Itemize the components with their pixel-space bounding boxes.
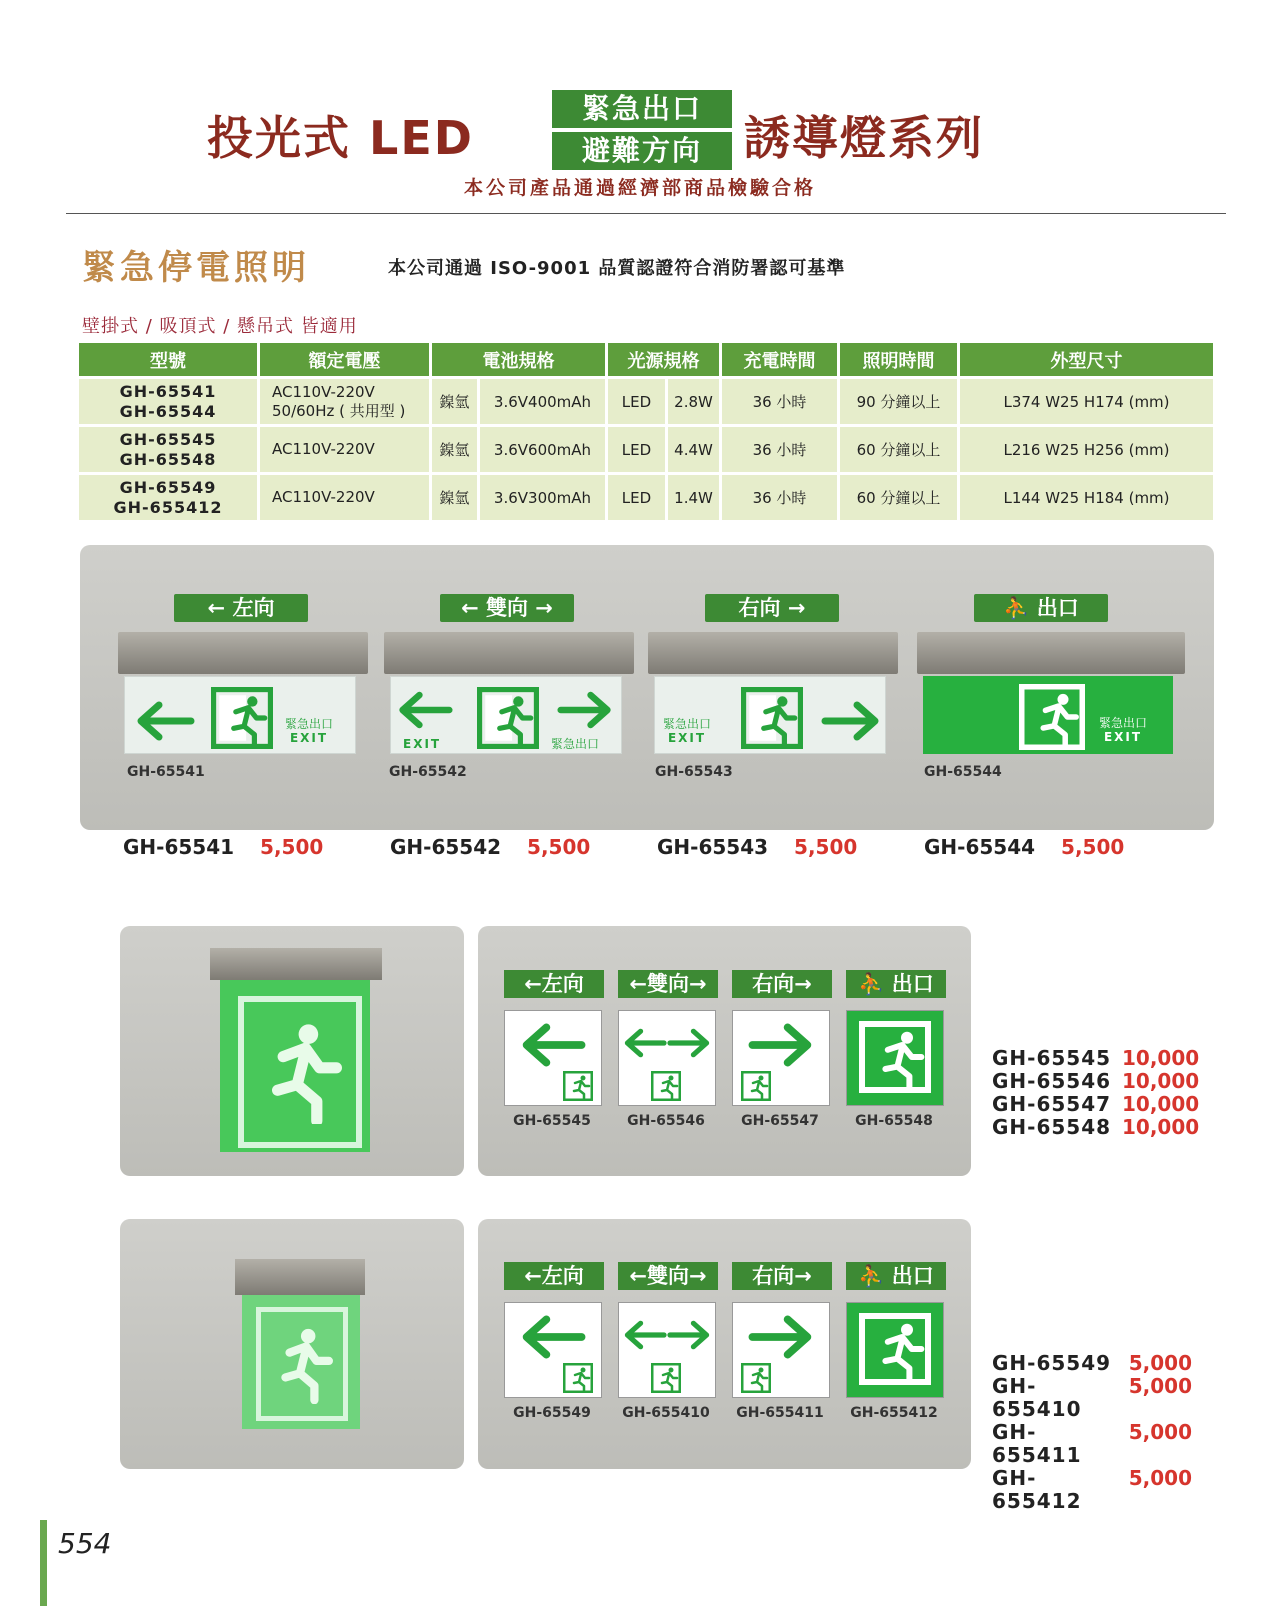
price-model: GH-65542 xyxy=(390,835,502,859)
price-item xyxy=(390,835,590,859)
direction-label-text: 雙向 xyxy=(647,972,689,996)
light-source-cell: LED xyxy=(605,424,665,472)
direction-label-both: ←雙向→ xyxy=(618,1262,718,1290)
price-value: 5,000 xyxy=(1128,1420,1192,1444)
direction-label-left: ← 左向 xyxy=(174,594,308,622)
battery-type-cell: 鎳氫 xyxy=(429,424,477,472)
running-man-icon xyxy=(477,687,539,749)
sign-housing xyxy=(210,948,382,980)
page-title-left: 投光式 LED xyxy=(207,111,474,165)
arrow-left-icon xyxy=(517,1315,589,1359)
price-list xyxy=(992,1352,1192,1513)
sign-icon-left xyxy=(504,1010,602,1106)
price-value: 5,500 xyxy=(1061,835,1125,859)
price-model: GH-655412 xyxy=(992,1466,1082,1513)
product-caption: GH-655410 xyxy=(622,1405,710,1421)
lighting-time-cell: 60 分鐘以上 xyxy=(837,424,957,472)
battery-type-cell: 鎳氫 xyxy=(429,376,477,424)
price-item xyxy=(123,835,323,859)
sign-text xyxy=(663,717,711,745)
voltage-cell: AC110V-220V xyxy=(272,488,375,506)
arrow-left-icon xyxy=(623,1023,667,1063)
direction-label-exit: ⛹ 出口 xyxy=(846,970,946,998)
battery-cell: 3.6V300mAh xyxy=(477,472,605,520)
voltage-cell: AC110V-220V xyxy=(272,382,375,401)
price-model: GH-65549 xyxy=(992,1351,1112,1375)
sign-text-en: EXIT xyxy=(403,737,442,751)
price-value: 5,500 xyxy=(794,835,858,859)
product-caption: GH-65548 xyxy=(855,1113,933,1129)
price-model: GH-65546 xyxy=(992,1069,1112,1093)
price-value: 10,000 xyxy=(1122,1092,1200,1116)
running-man-icon xyxy=(256,1307,348,1421)
arrow-left-icon xyxy=(397,691,453,729)
divider xyxy=(66,213,1226,214)
badge-evacuation-direction: 避難方向 xyxy=(552,132,732,170)
price-model: GH-65547 xyxy=(992,1092,1112,1116)
section-note: 本公司通過 ISO-9001 品質認證符合消防署認可基準 xyxy=(388,258,846,279)
sign-text-cn: 緊急出口 xyxy=(551,737,600,751)
product-caption: GH-65544 xyxy=(924,764,1002,780)
product-photo-panel xyxy=(120,1219,464,1469)
model-cell: GH-655412 xyxy=(113,497,223,517)
price-item xyxy=(657,835,857,859)
sign-panel xyxy=(654,676,886,754)
sign-text-en: EXIT xyxy=(1103,730,1143,744)
price-item xyxy=(924,835,1124,859)
price-value: 5,000 xyxy=(1128,1374,1192,1398)
sign-icon-exit xyxy=(846,1010,944,1106)
price-model: GH-65548 xyxy=(992,1115,1112,1139)
product-caption: GH-65545 xyxy=(513,1113,591,1129)
mount-types: 壁掛式 / 吸頂式 / 懸吊式 皆適用 xyxy=(82,316,358,337)
sign-text-cn: 緊急出口 xyxy=(1099,716,1148,730)
sign-housing xyxy=(235,1259,365,1295)
wattage-cell: 1.4W xyxy=(665,472,719,520)
sign-panel xyxy=(242,1295,360,1429)
running-man-icon xyxy=(651,1071,681,1101)
direction-label-right: 右向 → xyxy=(705,594,839,622)
direction-label-right: 右向→ xyxy=(732,1262,832,1290)
price-model: GH-65544 xyxy=(924,835,1036,859)
table-header: 型號 xyxy=(79,343,257,376)
arrow-right-icon xyxy=(667,1023,711,1063)
model-cell: GH-65545 xyxy=(119,429,217,449)
running-man-icon xyxy=(1019,684,1085,750)
sign-text-cn: 緊急出口 xyxy=(285,717,334,731)
sign-housing xyxy=(648,632,898,674)
direction-label-exit: ⛹ 出口 xyxy=(846,1262,946,1290)
exit-sign-exit xyxy=(917,632,1185,754)
direction-label-text: 雙向 xyxy=(486,596,528,620)
exit-sign-left xyxy=(118,632,368,754)
arrow-right-icon xyxy=(667,1315,711,1355)
sign-panel xyxy=(390,676,622,754)
running-man-icon xyxy=(741,1363,771,1393)
price-item xyxy=(992,1375,1192,1421)
sign-icon-both xyxy=(618,1302,716,1398)
charge-time-cell: 36 小時 xyxy=(719,472,837,520)
sign-icon-right xyxy=(732,1010,830,1106)
price-value: 5,500 xyxy=(527,835,591,859)
light-source-cell: LED xyxy=(605,376,665,424)
model-cell: GH-65544 xyxy=(119,401,217,421)
product-photo-panel xyxy=(120,926,464,1176)
price-list xyxy=(992,1046,1200,1139)
price-value: 5,500 xyxy=(260,835,324,859)
battery-cell: 3.6V600mAh xyxy=(477,424,605,472)
badge-emergency-exit: 緊急出口 xyxy=(552,90,732,128)
running-man-icon xyxy=(563,1071,593,1101)
sign-text xyxy=(285,717,333,745)
direction-label-left: ←左向 xyxy=(504,1262,604,1290)
sign-housing xyxy=(917,632,1185,674)
running-man-icon xyxy=(563,1363,593,1393)
voltage-cell: AC110V-220V xyxy=(272,440,375,458)
direction-label-text: 右向 xyxy=(752,1264,795,1288)
charge-time-cell: 36 小時 xyxy=(719,376,837,424)
arrow-right-icon xyxy=(557,691,613,729)
table-header: 充電時間 xyxy=(719,343,837,376)
light-source-cell: LED xyxy=(605,472,665,520)
price-value: 10,000 xyxy=(1122,1115,1200,1139)
charge-time-cell: 36 小時 xyxy=(719,424,837,472)
price-item xyxy=(992,1352,1192,1375)
battery-cell: 3.6V400mAh xyxy=(477,376,605,424)
wattage-cell: 4.4W xyxy=(665,424,719,472)
running-man-icon xyxy=(741,687,803,749)
table-row xyxy=(79,472,1213,520)
dimension-cell: L374 W25 H174 (mm) xyxy=(957,376,1213,424)
direction-label-text: 雙向 xyxy=(647,1264,689,1288)
running-man-icon xyxy=(211,687,273,749)
direction-label-text: 右向 xyxy=(738,596,781,620)
direction-label-text: 左向 xyxy=(232,596,275,620)
price-item xyxy=(992,1069,1200,1093)
sign-text-en: EXIT xyxy=(289,731,329,745)
sign-text-cn: 緊急出口 xyxy=(663,717,712,731)
product-caption: GH-65547 xyxy=(741,1113,819,1129)
dimension-cell: L216 W25 H256 (mm) xyxy=(957,424,1213,472)
price-value: 5,000 xyxy=(1128,1466,1192,1490)
product-caption: GH-65549 xyxy=(513,1405,591,1421)
sign-icon-exit xyxy=(846,1302,944,1398)
product-caption: GH-655412 xyxy=(850,1405,938,1421)
price-value: 10,000 xyxy=(1122,1046,1200,1070)
direction-label-exit: ⛹ 出口 xyxy=(974,594,1108,622)
direction-label-both: ←雙向→ xyxy=(618,970,718,998)
table-header: 額定電壓 xyxy=(257,343,429,376)
running-man-icon xyxy=(859,1313,931,1385)
table-row xyxy=(79,424,1213,472)
sign-text-en: EXIT xyxy=(667,731,707,745)
running-man-icon xyxy=(238,996,362,1148)
sign-housing xyxy=(118,632,368,674)
price-model: GH-65545 xyxy=(992,1046,1112,1070)
battery-type-cell: 鎳氫 xyxy=(429,472,477,520)
product-caption: GH-655411 xyxy=(736,1405,824,1421)
exit-sign-right xyxy=(648,632,898,754)
direction-label-text: 右向 xyxy=(752,972,795,996)
page-number: 554 xyxy=(58,1527,112,1560)
price-item xyxy=(992,1467,1192,1513)
price-value: 10,000 xyxy=(1122,1069,1200,1093)
sign-housing xyxy=(384,632,634,674)
price-value: 5,000 xyxy=(1128,1351,1192,1375)
page-title-right: 誘導燈系列 xyxy=(744,111,984,165)
wattage-cell: 2.8W xyxy=(665,376,719,424)
sign-text xyxy=(1099,716,1147,744)
price-item xyxy=(992,1092,1200,1116)
arrow-left-icon xyxy=(135,701,195,741)
page-subtitle: 本公司產品通過經濟部商品檢驗合格 xyxy=(463,177,816,199)
section-title: 緊急停電照明 xyxy=(82,248,310,288)
price-model: GH-65541 xyxy=(123,835,235,859)
sign-icon-both xyxy=(618,1010,716,1106)
table-row xyxy=(79,376,1213,424)
price-item xyxy=(992,1046,1200,1070)
direction-label-text: 左向 xyxy=(541,972,584,996)
model-cell: GH-65548 xyxy=(119,449,217,469)
running-man-icon xyxy=(859,1021,931,1093)
running-man-icon xyxy=(741,1071,771,1101)
model-cell: GH-65549 xyxy=(119,477,217,497)
sign-icon-right xyxy=(732,1302,830,1398)
arrow-left-icon xyxy=(623,1315,667,1355)
page-number-bar xyxy=(40,1520,47,1606)
lighting-time-cell: 60 分鐘以上 xyxy=(837,472,957,520)
price-model: GH-655410 xyxy=(992,1374,1082,1421)
dimension-cell: L144 W25 H184 (mm) xyxy=(957,472,1213,520)
direction-label-left: ←左向 xyxy=(504,970,604,998)
product-caption: GH-65546 xyxy=(627,1113,705,1129)
product-caption: GH-65542 xyxy=(389,764,467,780)
direction-label-text: 出口 xyxy=(891,972,934,996)
sign-panel xyxy=(220,980,370,1152)
direction-label-text: 出口 xyxy=(1036,596,1079,620)
product-caption: GH-65541 xyxy=(127,764,205,780)
table-header: 照明時間 xyxy=(837,343,957,376)
frequency-cell: 50/60Hz ( 共用型 ) xyxy=(272,401,406,420)
sign-panel xyxy=(124,676,356,754)
price-model: GH-65543 xyxy=(657,835,769,859)
spec-table xyxy=(79,343,1213,520)
direction-label-text: 出口 xyxy=(891,1264,934,1288)
table-header: 電池規格 xyxy=(429,343,605,376)
direction-label-both: ← 雙向 → xyxy=(440,594,574,622)
arrow-right-icon xyxy=(745,1023,817,1067)
model-cell: GH-65541 xyxy=(119,381,217,401)
price-item xyxy=(992,1421,1192,1467)
running-man-icon xyxy=(651,1363,681,1393)
arrow-right-icon xyxy=(745,1315,817,1359)
direction-label-right: 右向→ xyxy=(732,970,832,998)
sign-panel xyxy=(923,676,1173,754)
table-header-row xyxy=(79,343,1213,376)
arrow-right-icon xyxy=(821,701,881,741)
table-header: 光源規格 xyxy=(605,343,719,376)
price-model: GH-655411 xyxy=(992,1420,1082,1467)
price-item xyxy=(992,1115,1200,1139)
direction-label-text: 左向 xyxy=(541,1264,584,1288)
exit-sign-both xyxy=(384,632,634,754)
arrow-left-icon xyxy=(517,1023,589,1067)
table-header: 外型尺寸 xyxy=(957,343,1213,376)
product-caption: GH-65543 xyxy=(655,764,733,780)
sign-icon-left xyxy=(504,1302,602,1398)
lighting-time-cell: 90 分鐘以上 xyxy=(837,376,957,424)
